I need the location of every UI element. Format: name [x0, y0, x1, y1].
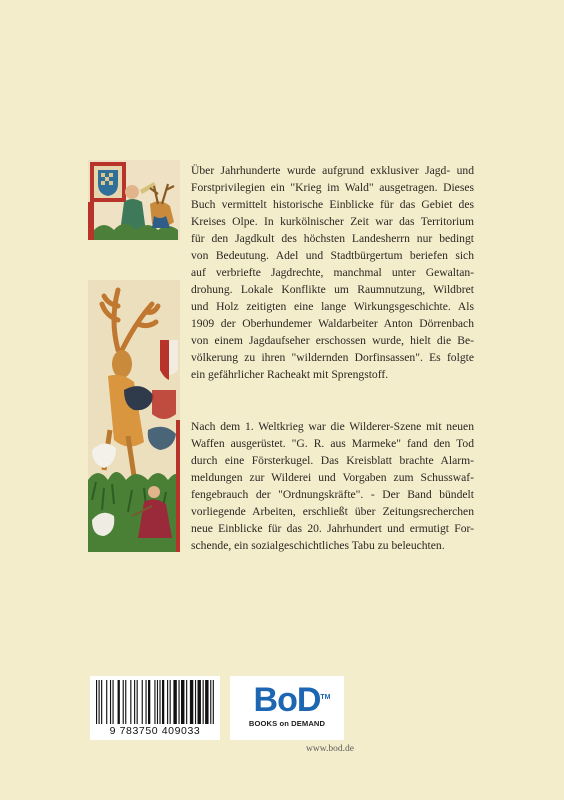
- text-line: auf verbriefte Jagdrechte, manchmal unter Gewaltan-: [191, 266, 474, 279]
- barcode-bar: [205, 680, 208, 724]
- text-line: Waffen ausgerüstet. "G. R. aus Marmeke" fand den Tod: [191, 437, 474, 450]
- barcode-bar: [123, 680, 124, 724]
- barcode-bar: [99, 680, 100, 724]
- barcode-bars: [96, 680, 214, 724]
- text-line: von Bedeutung. Adel und Stadtbürgertum beriefen sich: [191, 249, 474, 262]
- text-line: und Holz zeitigten eine lange Wirkungsgeschichte. Als: [191, 300, 474, 313]
- medieval-miniature-stag-hunt-image: [88, 280, 180, 552]
- barcode-bar: [106, 680, 107, 724]
- text-line: neue Einblicke für das 20. Jahrhundert und ermutigt For-: [191, 522, 474, 535]
- trademark-symbol: TM: [320, 694, 331, 701]
- barcode-bar: [137, 680, 138, 724]
- barcode-bar: [173, 680, 176, 724]
- text-line: von einem Jagdaufseher erschossen wurde, hielt die Be-: [191, 334, 474, 347]
- barcode-bar: [195, 680, 196, 724]
- text-line: für den Jagdkult des höchsten Landesherrn nur bedingt: [191, 232, 474, 245]
- barcode-bar: [203, 680, 204, 724]
- barcode-bar: [134, 680, 135, 724]
- text-line: meldungen zur Wilderei und Vorgaben zum Schusswaf-: [191, 471, 474, 484]
- barcode-bar: [167, 680, 168, 724]
- barcode-bar: [130, 680, 131, 724]
- barcode-bar: [178, 680, 179, 724]
- bod-logo-text: BoD: [253, 681, 321, 719]
- barcode-bar: [148, 680, 150, 724]
- text-line: Nach dem 1. Weltkrieg war die Wilderer-Szene mit neuen: [191, 420, 474, 433]
- barcode-bar: [125, 680, 126, 724]
- blurb-paragraph-1: [191, 162, 474, 383]
- barcode-bar: [145, 680, 146, 724]
- bod-logo-wordmark: [253, 681, 331, 719]
- publisher-website: www.bod.de: [306, 744, 354, 754]
- publisher-logo: [230, 676, 344, 740]
- text-line: durch eine Försterkugel. Das Kreisblatt brachte Alarm-: [191, 454, 474, 467]
- barcode-bar: [110, 680, 111, 724]
- text-line: Kreises Olpe. In kurkölnischer Zeit war das Territorium: [191, 215, 474, 228]
- barcode-bar: [154, 680, 155, 724]
- barcode-bar: [118, 680, 120, 724]
- text-line: fengebrauch der "Ordnungskräfte". - Der Band bündelt: [191, 488, 474, 501]
- text-line: Forstprivilegien ein "Krieg im Wald" ausgetragen. Dieses: [191, 181, 474, 194]
- isbn-number: 9 783750 409033: [109, 725, 201, 737]
- barcode-bar: [210, 680, 211, 724]
- text-line: Buch vermittelt historische Einblicke für das Gebiet des: [191, 198, 474, 211]
- text-line: Über Jahrhunderte wurde aufgrund exklusiver Jagd- und: [191, 164, 474, 177]
- bod-logo-tagline: BOOKS on DEMAND: [248, 719, 326, 728]
- barcode-bar: [96, 680, 97, 724]
- barcode-bar: [159, 680, 160, 724]
- barcode-bar: [162, 680, 164, 724]
- text-line: ein gefährlicher Racheakt mit Sprengstoff.: [191, 368, 389, 381]
- isbn-barcode: [90, 676, 220, 740]
- barcode-bar: [157, 680, 158, 724]
- barcode-bar: [190, 680, 193, 724]
- medieval-miniature-top-image: [88, 160, 180, 240]
- barcode-bar: [181, 680, 184, 724]
- text-line: drohung. Lokale Konflikte um Raumnutzung, Wildbret: [191, 283, 474, 296]
- barcode-bar: [186, 680, 187, 724]
- barcode-bar: [142, 680, 143, 724]
- blurb-paragraph-2: [191, 418, 474, 554]
- barcode-bar: [112, 680, 113, 724]
- barcode-bar: [101, 680, 102, 724]
- text-line: vorliegende Arbeiten, erschließt über Zeitungsrecherchen: [191, 505, 474, 518]
- barcode-bar: [170, 680, 171, 724]
- text-line: schende, ein sozialgeschichtliches Tabu zu beleuchten.: [191, 539, 445, 552]
- barcode-bar: [213, 680, 214, 724]
- text-line: 1909 der Oberhundemer Waldarbeiter Anton Dörrenbach: [191, 317, 474, 330]
- text-line: völkerung zu ihren "wildernden Dorfinsassen". Es folgte: [191, 351, 474, 364]
- barcode-bar: [198, 680, 201, 724]
